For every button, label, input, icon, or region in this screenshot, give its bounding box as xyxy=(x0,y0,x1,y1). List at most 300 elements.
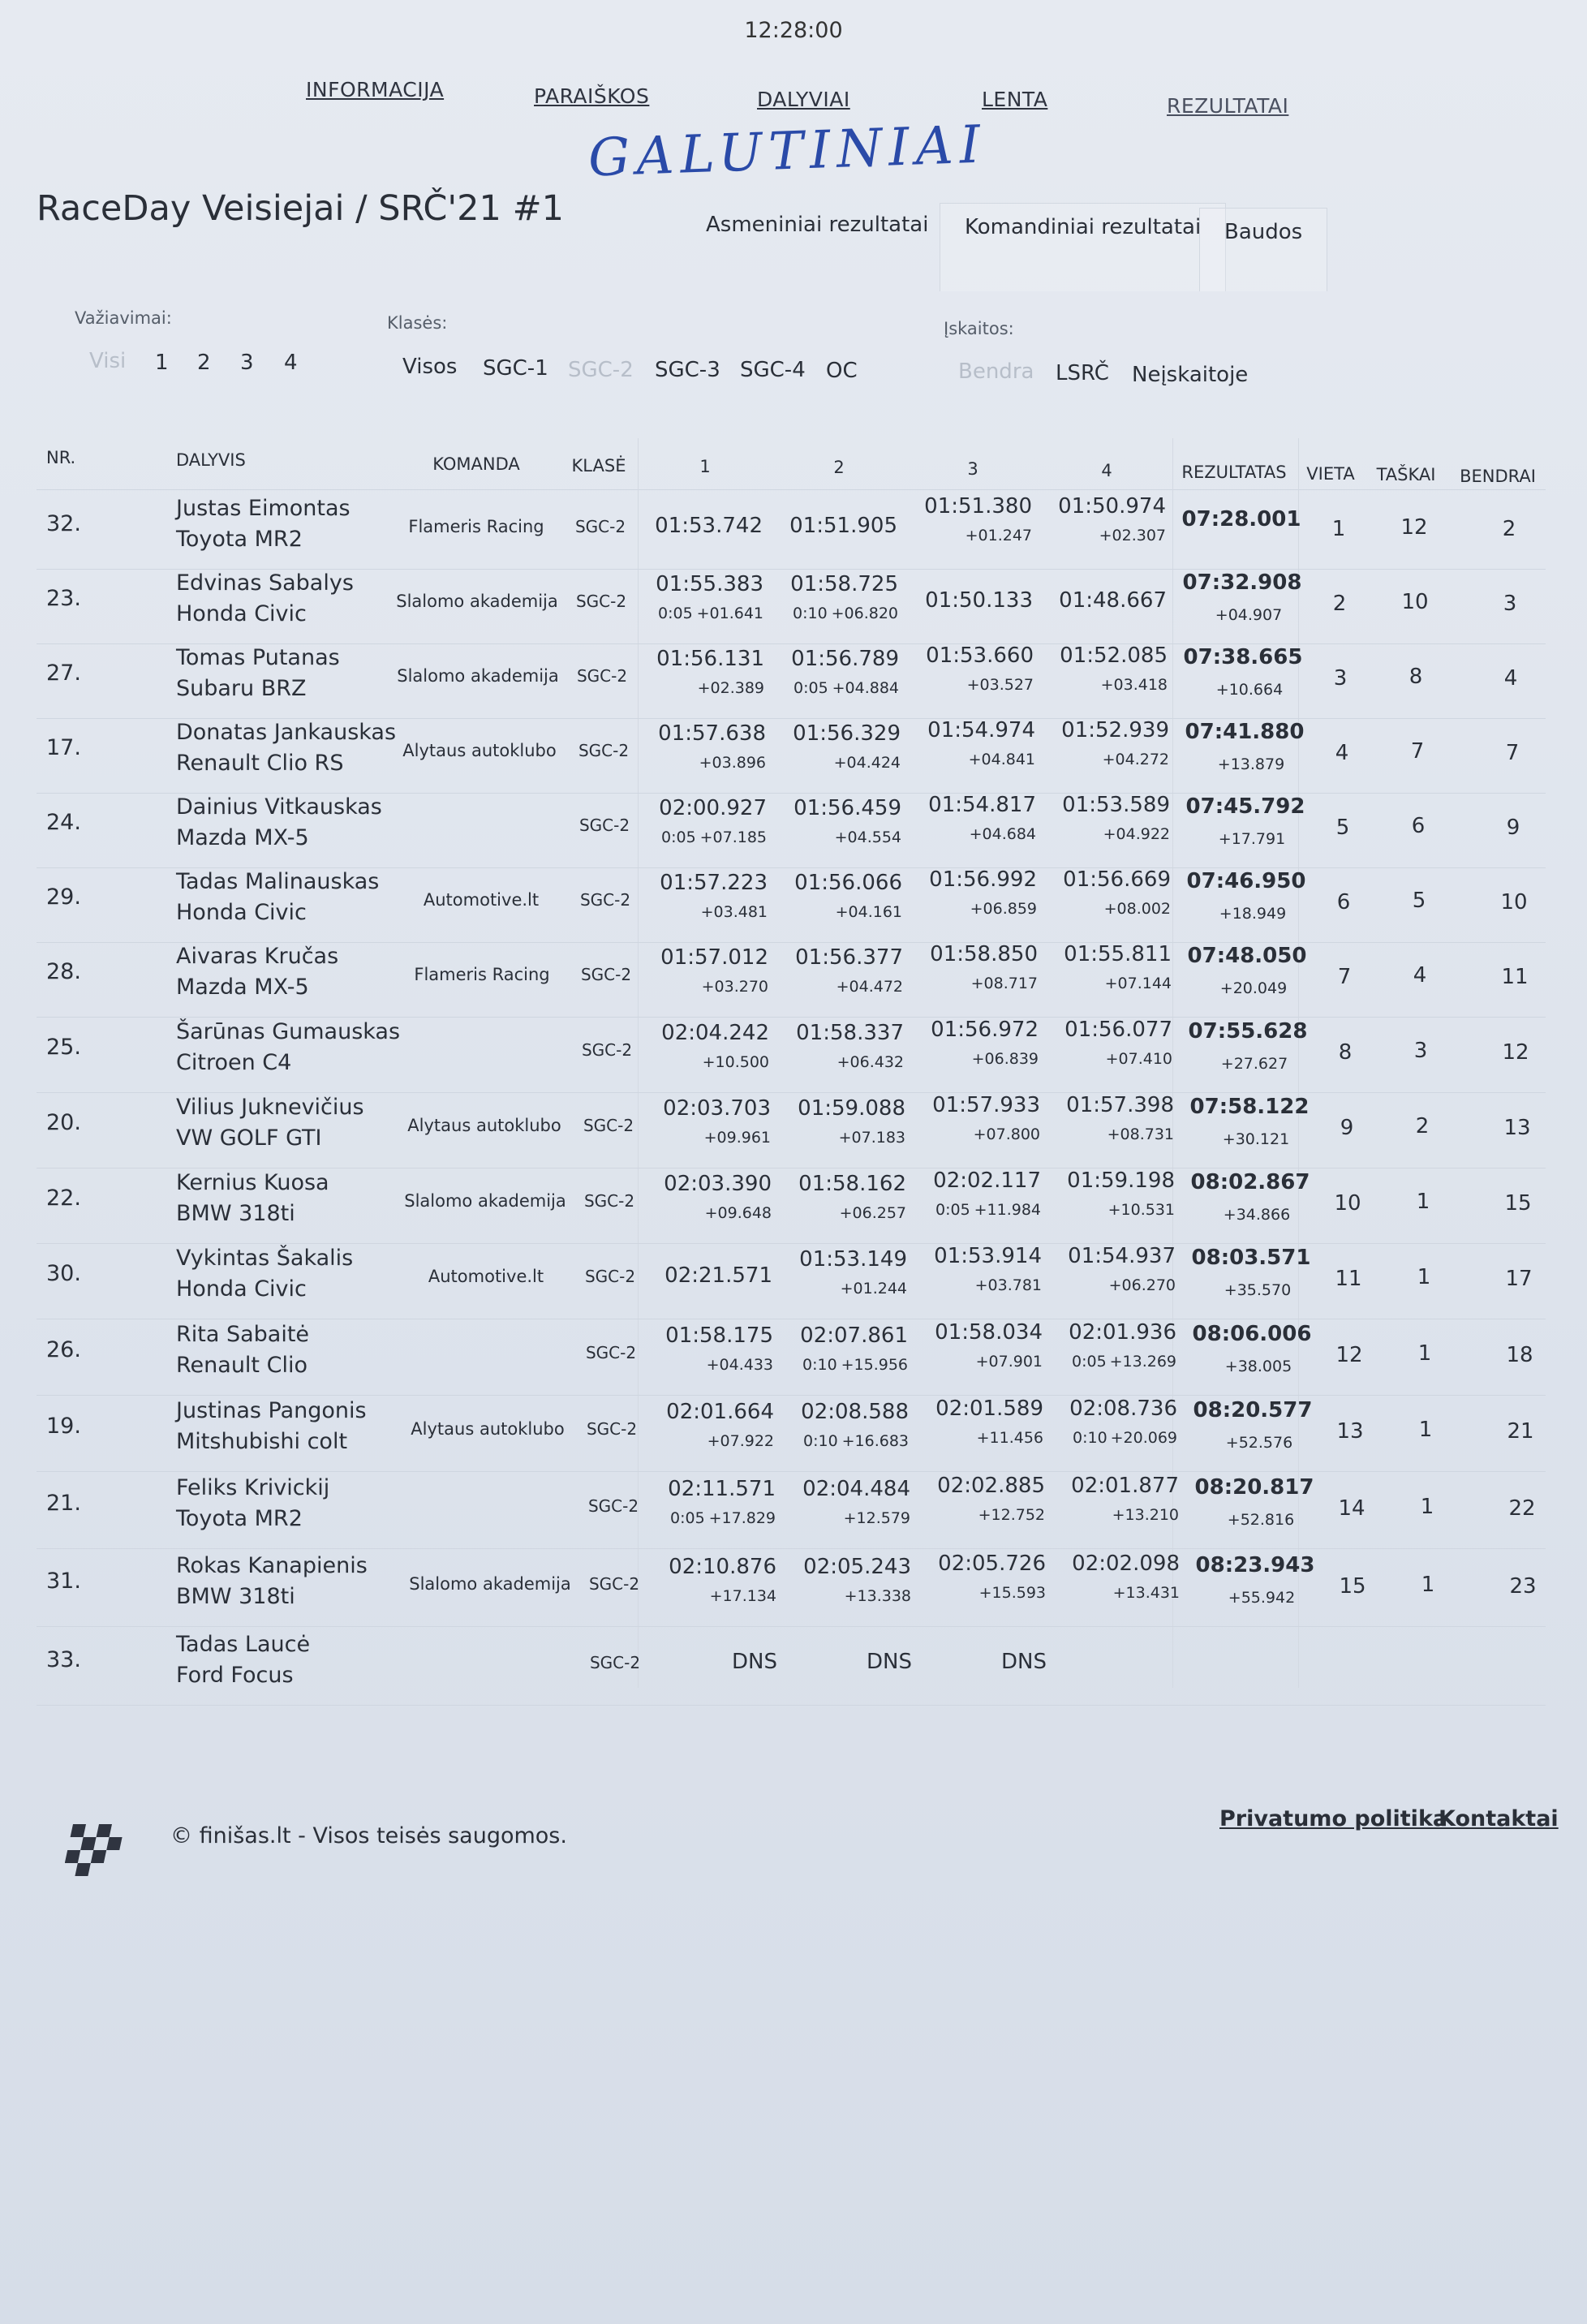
col-points: TAŠKAI xyxy=(1376,465,1436,484)
nav-informacija[interactable]: INFORMACIJA xyxy=(306,78,445,101)
run-4-penalty: 0:05 xyxy=(1072,1353,1107,1371)
row-number: 23. xyxy=(46,586,81,611)
points: 3 xyxy=(1413,1039,1428,1063)
run-1-time: 01:55.383 xyxy=(656,572,763,596)
run-3-time: 01:50.133 xyxy=(925,588,1033,613)
row-divider xyxy=(37,1395,1546,1396)
points: 10 xyxy=(1401,590,1429,614)
run-3-time: 01:53.660 xyxy=(926,643,1034,668)
driver-name: Dainius Vitkauskas xyxy=(176,794,382,820)
run-4-time: 02:02.098 xyxy=(1072,1551,1180,1576)
row-number: 32. xyxy=(46,511,81,536)
row-divider xyxy=(37,1243,1546,1244)
place: 3 xyxy=(1333,666,1348,691)
table-row xyxy=(0,718,1587,796)
total-result: 07:58.122 xyxy=(1189,1095,1310,1119)
team-name: Slalomo akademija xyxy=(397,666,559,686)
class-label: SGC-2 xyxy=(587,1496,639,1516)
run-4-time: 01:52.939 xyxy=(1061,718,1169,742)
run-2-delta: +13.338 xyxy=(844,1587,911,1605)
run-2-delta: +06.432 xyxy=(837,1053,904,1071)
table-row xyxy=(0,1320,1587,1398)
run-1-time: 02:00.927 xyxy=(659,796,767,820)
contacts-link[interactable]: Kontaktai xyxy=(1439,1806,1559,1831)
run-4-delta: +07.410 xyxy=(1105,1050,1172,1068)
points: 1 xyxy=(1418,1418,1433,1442)
total-gap: +18.949 xyxy=(1219,905,1287,923)
run-1-time: 02:03.703 xyxy=(663,1096,771,1121)
total-gap: +30.121 xyxy=(1222,1130,1290,1148)
run-2-delta: +07.183 xyxy=(838,1129,905,1147)
checkered-flag-icon xyxy=(65,1824,123,1876)
driver-name: Tomas Putanas xyxy=(176,645,340,670)
total-result: 07:48.050 xyxy=(1187,944,1307,968)
overall-points: 11 xyxy=(1501,965,1529,989)
run-1-delta: +10.500 xyxy=(702,1053,769,1071)
place: 6 xyxy=(1336,890,1351,915)
total-result: 08:20.817 xyxy=(1194,1475,1314,1500)
place: 10 xyxy=(1334,1191,1361,1216)
run-1-delta: +07.922 xyxy=(707,1432,774,1450)
run-1-delta: +02.389 xyxy=(697,679,764,697)
total-gap: +04.907 xyxy=(1215,606,1283,624)
run-2-delta: +04.884 xyxy=(832,679,899,697)
run-2-time: 02:05.243 xyxy=(803,1555,911,1579)
place: 13 xyxy=(1336,1419,1364,1444)
filter-run-3[interactable]: 3 xyxy=(240,351,254,375)
run-2-delta: +15.956 xyxy=(841,1356,908,1374)
points: 1 xyxy=(1417,1341,1432,1366)
run-3-time: 02:01.589 xyxy=(935,1397,1043,1421)
run-1-delta: +17.829 xyxy=(708,1509,776,1527)
class-label: SGC-2 xyxy=(580,965,632,984)
row-divider xyxy=(37,942,1546,943)
driver-name: Vilius Juknevičius xyxy=(176,1095,364,1120)
table-row xyxy=(0,1093,1587,1171)
run-2-penalty: 0:10 xyxy=(802,1356,837,1374)
overall-points: 13 xyxy=(1503,1116,1531,1140)
driver-name: Kernius Kuosa xyxy=(176,1170,329,1195)
points: 8 xyxy=(1409,665,1423,689)
car-model: BMW 318ti xyxy=(176,1201,295,1226)
run-1-delta: +09.648 xyxy=(704,1204,772,1222)
run-1-time: 02:10.876 xyxy=(669,1555,776,1579)
car-model: Citroen C4 xyxy=(176,1050,292,1075)
total-result: 08:03.571 xyxy=(1191,1246,1311,1270)
col-run-1: 1 xyxy=(699,457,711,476)
run-1-time: 01:53.742 xyxy=(655,514,763,538)
place: 14 xyxy=(1338,1496,1366,1521)
run-1-penalty: 0:05 xyxy=(661,828,696,846)
col-driver: DALYVIS xyxy=(176,450,246,470)
total-gap: +52.816 xyxy=(1227,1511,1295,1529)
run-4-time: 01:52.085 xyxy=(1060,643,1168,668)
filter-run-4[interactable]: 4 xyxy=(284,351,298,375)
row-divider xyxy=(37,1471,1546,1472)
points: 5 xyxy=(1412,889,1426,913)
car-model: BMW 318ti xyxy=(176,1584,295,1609)
car-model: Renault Clio RS xyxy=(176,751,344,776)
table-row xyxy=(0,1168,1587,1246)
col-run-2: 2 xyxy=(833,458,845,477)
place: 11 xyxy=(1335,1267,1362,1291)
total-result: 08:23.943 xyxy=(1195,1553,1315,1577)
team-name: Slalomo akademija xyxy=(409,1574,571,1594)
run-3-time: 01:51.380 xyxy=(924,494,1032,519)
run-2-delta: +04.424 xyxy=(833,754,901,772)
driver-name: Tadas Laucė xyxy=(176,1632,311,1657)
points: 7 xyxy=(1410,739,1425,764)
table-row xyxy=(0,1551,1587,1629)
total-result: 07:41.880 xyxy=(1185,720,1305,744)
total-result: 07:38.665 xyxy=(1183,645,1303,669)
run-2-delta: +06.820 xyxy=(831,605,898,622)
table-row xyxy=(0,494,1587,572)
page-title: RaceDay Veisiejai / SRČ'21 #1 xyxy=(37,188,564,229)
nav-lenta[interactable]: LENTA xyxy=(982,88,1048,111)
class-label: SGC-2 xyxy=(588,1574,640,1594)
points: 1 xyxy=(1420,1495,1434,1519)
row-number: 26. xyxy=(46,1337,81,1362)
row-divider xyxy=(37,1017,1546,1018)
run-4-delta: +10.531 xyxy=(1107,1201,1175,1219)
team-name: Flameris Racing xyxy=(414,965,550,984)
table-row xyxy=(0,942,1587,1020)
run-2-delta: +04.472 xyxy=(836,978,903,996)
run-2-penalty: 0:05 xyxy=(794,679,828,697)
run-3-penalty: 0:05 xyxy=(935,1201,970,1219)
driver-name: Aivaras Kručas xyxy=(176,944,339,969)
class-label: SGC-2 xyxy=(579,890,631,910)
place: 5 xyxy=(1335,816,1350,840)
overall-points: 21 xyxy=(1507,1419,1534,1444)
nav-dalyviai[interactable]: DALYVIAI xyxy=(757,88,850,111)
run-3-delta: +08.717 xyxy=(970,975,1038,992)
run-3-delta: +03.781 xyxy=(974,1276,1042,1294)
run-2-delta: +12.579 xyxy=(843,1509,910,1527)
run-4-delta: +13.431 xyxy=(1112,1584,1180,1602)
row-number: 27. xyxy=(46,661,81,686)
tab-team-results[interactable]: Komandiniai rezultatai xyxy=(940,203,1226,291)
car-model: Mitshubishi colt xyxy=(176,1429,348,1454)
row-divider xyxy=(37,643,1546,644)
col-nr: NR. xyxy=(46,448,76,467)
overall-points: 3 xyxy=(1503,592,1517,616)
filter-standing-overall[interactable]: Bendra xyxy=(958,359,1034,384)
run-1-delta: +17.134 xyxy=(709,1587,776,1605)
points: 1 xyxy=(1421,1573,1435,1597)
row-number: 19. xyxy=(46,1414,81,1439)
filter-class-all[interactable]: Visos xyxy=(402,355,458,379)
run-1-delta: +09.961 xyxy=(703,1129,771,1147)
overall-points: 18 xyxy=(1506,1343,1533,1367)
run-4-time: 02:01.936 xyxy=(1069,1320,1176,1345)
table-row xyxy=(0,643,1587,721)
filter-class-sgc4[interactable]: SGC-4 xyxy=(740,358,806,382)
row-number: 31. xyxy=(46,1569,81,1594)
overall-points: 15 xyxy=(1504,1191,1532,1216)
run-1-time: 01:57.638 xyxy=(658,721,766,746)
run-3-delta: +11.984 xyxy=(974,1201,1041,1219)
class-label: SGC-2 xyxy=(576,666,628,686)
run-2-penalty: 0:10 xyxy=(793,605,828,622)
run-4-time: 01:59.198 xyxy=(1067,1168,1175,1193)
run-2-time: 01:56.377 xyxy=(795,945,903,970)
run-3-time: 01:58.850 xyxy=(930,942,1038,966)
col-class: KLASĖ xyxy=(571,456,626,476)
car-model: Honda Civic xyxy=(176,601,307,626)
table-row xyxy=(0,1244,1587,1322)
points: 4 xyxy=(1413,963,1427,988)
class-label: SGC-2 xyxy=(584,1267,636,1286)
row-number: 29. xyxy=(46,884,81,910)
total-result: 07:55.628 xyxy=(1188,1019,1308,1044)
run-3-delta: +04.841 xyxy=(968,751,1035,768)
run-2-delta: +16.683 xyxy=(841,1432,909,1450)
run-3-delta: +15.593 xyxy=(978,1584,1046,1602)
class-label: SGC-2 xyxy=(583,1116,634,1135)
run-2-time: 01:58.725 xyxy=(790,572,898,596)
run-3-delta: +12.752 xyxy=(978,1506,1045,1524)
table-row xyxy=(0,793,1587,871)
run-2-time: 02:07.861 xyxy=(800,1323,908,1348)
row-number: 33. xyxy=(46,1647,81,1672)
class-label: SGC-2 xyxy=(578,816,630,835)
class-label: SGC-2 xyxy=(578,741,630,760)
run-1-penalty: 0:05 xyxy=(658,605,693,622)
overall-points: 17 xyxy=(1505,1267,1533,1291)
run-4-delta: +07.144 xyxy=(1104,975,1172,992)
header-divider xyxy=(37,489,1546,490)
run-1-delta: +07.185 xyxy=(699,828,767,846)
privacy-policy-link[interactable]: Privatumo politika xyxy=(1219,1806,1448,1831)
run-3-time: 01:56.972 xyxy=(931,1018,1039,1042)
run-1-time: 02:21.571 xyxy=(664,1263,772,1288)
car-model: Ford Focus xyxy=(176,1663,294,1688)
row-number: 22. xyxy=(46,1186,81,1211)
overall-points: 7 xyxy=(1505,741,1520,765)
points: 1 xyxy=(1417,1265,1431,1289)
points: 6 xyxy=(1411,814,1426,838)
total-gap: +52.576 xyxy=(1225,1434,1293,1452)
filter-run-all[interactable]: Visi xyxy=(89,349,127,373)
run-3-delta: +03.527 xyxy=(966,676,1034,694)
run-1-delta: +03.270 xyxy=(701,978,768,996)
run-4-delta: +13.210 xyxy=(1112,1506,1179,1524)
col-place: VIETA xyxy=(1306,464,1355,484)
team-name: Alytaus autoklubo xyxy=(407,1116,561,1135)
run-3-time: DNS xyxy=(1001,1650,1047,1674)
driver-name: Justas Eimontas xyxy=(176,496,351,521)
row-divider xyxy=(37,867,1546,868)
driver-name: Justinas Pangonis xyxy=(176,1398,367,1423)
class-label: SGC-2 xyxy=(574,517,626,536)
run-4-delta: +03.418 xyxy=(1100,676,1168,694)
run-4-delta: +08.731 xyxy=(1107,1125,1174,1143)
filter-standings-label: Įskaitos: xyxy=(944,319,1014,338)
run-3-delta: +04.684 xyxy=(969,825,1036,843)
driver-name: Tadas Malinauskas xyxy=(176,869,380,894)
place: 4 xyxy=(1335,741,1349,765)
table-row xyxy=(0,1397,1587,1474)
tab-personal-results[interactable]: Asmeniniai rezultatai xyxy=(706,213,929,237)
run-3-delta: +01.247 xyxy=(965,527,1032,544)
run-4-time: 01:53.589 xyxy=(1062,793,1170,817)
total-result: 07:32.908 xyxy=(1182,570,1302,595)
total-gap: +17.791 xyxy=(1218,830,1286,848)
run-3-time: 02:02.117 xyxy=(933,1168,1041,1193)
team-name: Alytaus autoklubo xyxy=(402,741,557,760)
filter-class-sgc2[interactable]: SGC-2 xyxy=(568,358,634,382)
run-1-time: 01:57.223 xyxy=(660,871,768,895)
run-3-time: 01:58.034 xyxy=(935,1320,1043,1345)
row-number: 24. xyxy=(46,810,81,835)
run-3-time: 01:54.817 xyxy=(928,793,1036,817)
driver-name: Edvinas Sabalys xyxy=(176,570,354,596)
col-team: KOMANDA xyxy=(432,454,520,474)
car-model: Renault Clio xyxy=(176,1353,308,1378)
total-result: 07:28.001 xyxy=(1181,507,1301,532)
run-2-time: 02:04.484 xyxy=(802,1477,910,1501)
run-1-time: 02:11.571 xyxy=(668,1477,776,1501)
row-divider xyxy=(37,718,1546,719)
run-2-time: DNS xyxy=(867,1650,912,1674)
total-gap: +27.627 xyxy=(1220,1055,1288,1073)
filter-run-2[interactable]: 2 xyxy=(197,351,211,375)
run-1-delta: +03.896 xyxy=(699,754,766,772)
row-divider xyxy=(37,1548,1546,1549)
run-1-penalty: 0:05 xyxy=(670,1509,705,1527)
row-divider xyxy=(37,1626,1546,1627)
run-1-time: 01:57.012 xyxy=(660,945,768,970)
run-2-time: 01:56.459 xyxy=(794,796,901,820)
table-row xyxy=(0,570,1587,647)
run-3-time: 02:02.885 xyxy=(937,1474,1045,1498)
class-label: SGC-2 xyxy=(583,1191,635,1211)
row-divider xyxy=(37,569,1546,570)
car-model: Mazda MX-5 xyxy=(176,825,309,850)
car-model: Subaru BRZ xyxy=(176,676,307,701)
total-gap: +38.005 xyxy=(1224,1358,1292,1375)
run-4-delta: +06.270 xyxy=(1108,1276,1176,1294)
run-1-delta: +03.481 xyxy=(700,903,768,921)
run-2-delta: +01.244 xyxy=(840,1280,907,1298)
car-model: Honda Civic xyxy=(176,900,307,925)
driver-name: Vykintas Šakalis xyxy=(176,1246,354,1271)
class-label: SGC-2 xyxy=(586,1419,638,1439)
class-label: SGC-2 xyxy=(585,1343,637,1362)
total-result: 08:06.006 xyxy=(1192,1322,1312,1346)
total-gap: +20.049 xyxy=(1219,979,1288,997)
table-row xyxy=(0,1018,1587,1095)
place: 15 xyxy=(1339,1574,1366,1599)
filter-class-sgc1[interactable]: SGC-1 xyxy=(483,356,548,381)
filter-class-sgc3[interactable]: SGC-3 xyxy=(655,358,720,382)
clock: 12:28:00 xyxy=(744,18,843,43)
place: 2 xyxy=(1332,592,1347,616)
team-name: Slalomo akademija xyxy=(404,1191,566,1211)
run-4-delta: +13.269 xyxy=(1109,1353,1176,1371)
run-3-time: 02:05.726 xyxy=(938,1551,1046,1576)
overall-points: 22 xyxy=(1508,1496,1536,1521)
run-2-delta: +06.257 xyxy=(839,1204,906,1222)
run-4-time: 02:08.736 xyxy=(1069,1397,1177,1421)
run-2-time: 01:56.789 xyxy=(791,647,899,671)
overall-points: 9 xyxy=(1506,816,1520,840)
team-name: Slalomo akademija xyxy=(396,592,558,611)
driver-name: Rokas Kanapienis xyxy=(176,1553,368,1578)
total-gap: +34.866 xyxy=(1223,1206,1291,1224)
row-number: 21. xyxy=(46,1491,81,1516)
car-model: Honda Civic xyxy=(176,1276,307,1302)
driver-name: Feliks Krivickij xyxy=(176,1475,330,1500)
row-divider xyxy=(37,1705,1546,1706)
filter-classes-label: Klasės: xyxy=(387,313,448,333)
run-2-delta: +04.161 xyxy=(835,903,902,921)
points: 2 xyxy=(1415,1114,1430,1138)
table-row xyxy=(0,1632,1587,1708)
run-4-penalty: 0:10 xyxy=(1073,1429,1107,1447)
overall-points: 12 xyxy=(1502,1040,1529,1065)
run-1-time: 01:56.131 xyxy=(656,647,764,671)
team-name: Automotive.lt xyxy=(428,1267,544,1286)
run-2-time: 01:59.088 xyxy=(798,1096,905,1121)
row-divider xyxy=(37,793,1546,794)
run-3-time: 01:53.914 xyxy=(934,1244,1042,1268)
tab-penalties[interactable]: Baudos xyxy=(1199,208,1327,291)
nav-paraiskos[interactable]: PARAIŠKOS xyxy=(534,84,650,108)
filter-run-1[interactable]: 1 xyxy=(155,351,169,375)
filter-standing-outside[interactable]: Neįskaitoje xyxy=(1132,363,1249,387)
run-2-time: 01:56.066 xyxy=(794,871,902,895)
run-4-time: 01:54.937 xyxy=(1068,1244,1176,1268)
run-3-delta: +07.800 xyxy=(973,1125,1040,1143)
filter-class-oc[interactable]: OC xyxy=(826,359,858,383)
row-number: 17. xyxy=(46,735,81,760)
run-2-time: 01:58.337 xyxy=(796,1021,904,1045)
team-name: Automotive.lt xyxy=(423,890,540,910)
overall-points: 23 xyxy=(1509,1574,1537,1599)
copyright-text: © finišas.lt - Visos teisės saugomos. xyxy=(170,1823,567,1848)
run-2-time: 01:53.149 xyxy=(799,1247,907,1272)
run-1-time: 02:01.664 xyxy=(666,1400,774,1424)
run-2-time: 01:56.329 xyxy=(793,721,901,746)
car-model: VW GOLF GTI xyxy=(176,1125,322,1151)
run-3-time: 01:54.974 xyxy=(927,718,1035,742)
run-4-time: 01:48.667 xyxy=(1059,588,1167,613)
table-row xyxy=(0,1474,1587,1551)
place: 9 xyxy=(1340,1116,1354,1140)
row-divider xyxy=(37,1092,1546,1093)
overall-points: 4 xyxy=(1503,666,1518,691)
driver-name: Šarūnas Gumauskas xyxy=(176,1019,401,1044)
filter-standing-lsrc[interactable]: LSRČ xyxy=(1056,361,1109,385)
col-run-4: 4 xyxy=(1101,461,1112,480)
run-3-delta: +06.859 xyxy=(970,900,1037,918)
team-name: Flameris Racing xyxy=(408,517,544,536)
run-2-penalty: 0:10 xyxy=(803,1432,838,1450)
run-3-delta: +07.901 xyxy=(975,1353,1043,1371)
nav-rezultatai[interactable]: REZULTATAI xyxy=(1167,94,1289,118)
car-model: Toyota MR2 xyxy=(176,1506,303,1531)
run-4-time: 02:01.877 xyxy=(1071,1474,1179,1498)
run-3-delta: +06.839 xyxy=(971,1050,1039,1068)
run-1-delta: +04.433 xyxy=(706,1356,773,1374)
filter-runs-label: Važiavimai: xyxy=(75,308,172,328)
run-2-time: 02:08.588 xyxy=(801,1400,909,1424)
run-3-delta: +11.456 xyxy=(976,1429,1043,1447)
run-1-time: DNS xyxy=(732,1650,777,1674)
